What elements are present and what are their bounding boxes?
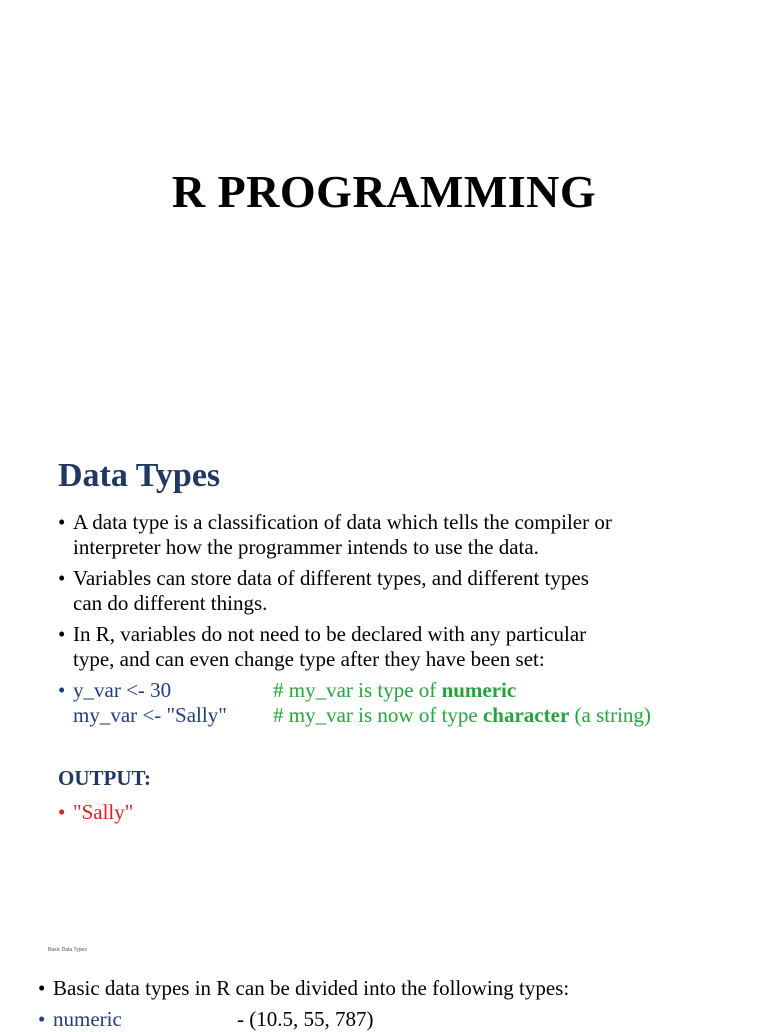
bullet-line: can do different things. — [73, 591, 268, 615]
comment-text: # my_var is type of — [273, 678, 442, 702]
bullet-dot: • — [58, 510, 66, 534]
comment-text: # my_var is now of type — [273, 703, 483, 727]
type-example: - (10.5, 55, 787) — [237, 1007, 374, 1031]
code-line-1: y_var <- 30 — [73, 678, 172, 702]
bullet-line: interpreter how the programmer intends to use the data. — [73, 535, 539, 559]
numeric-type-item — [38, 1007, 373, 1032]
bullet-dot: • — [38, 1007, 46, 1031]
bullet-item — [38, 976, 569, 1001]
code-comment-2 — [273, 703, 651, 727]
output-item — [58, 800, 133, 825]
code-comment-1 — [273, 678, 516, 702]
code-line-2: my_var <- "Sally" — [73, 703, 227, 727]
code-example — [58, 678, 651, 728]
bullet-dot: • — [58, 622, 66, 646]
type-keyword-character: character — [482, 703, 570, 727]
bullet-item — [58, 510, 612, 560]
bullet-item — [58, 566, 589, 616]
bullet-line: In R, variables do not need to be declared with any particular — [73, 622, 587, 646]
type-keyword-numeric: numeric — [441, 678, 517, 702]
bullet-dot: • — [58, 800, 66, 824]
comment-suffix: (a string) — [569, 703, 651, 727]
type-name-numeric: numeric — [53, 1007, 122, 1031]
slide-title: R PROGRAMMING — [171, 166, 597, 217]
bullet-line: type, and can even change type after they have been set: — [73, 647, 545, 671]
section-heading: Data Types — [58, 457, 221, 494]
bullet-dot: • — [38, 976, 46, 1000]
bullet-line: Basic data types in R can be divided into the following types: — [53, 976, 570, 1000]
bullet-dot: • — [58, 678, 66, 702]
bullet-dot: • — [58, 566, 66, 590]
output-value: "Sally" — [73, 800, 134, 824]
bullet-line: A data type is a classification of data which tells the compiler or — [73, 510, 612, 534]
output-heading: OUTPUT: — [58, 766, 151, 790]
bullet-item — [58, 622, 586, 672]
next-slide-caption: Basic Data Types — [48, 947, 87, 953]
bullet-line: Variables can store data of different types, and different types — [73, 566, 589, 590]
